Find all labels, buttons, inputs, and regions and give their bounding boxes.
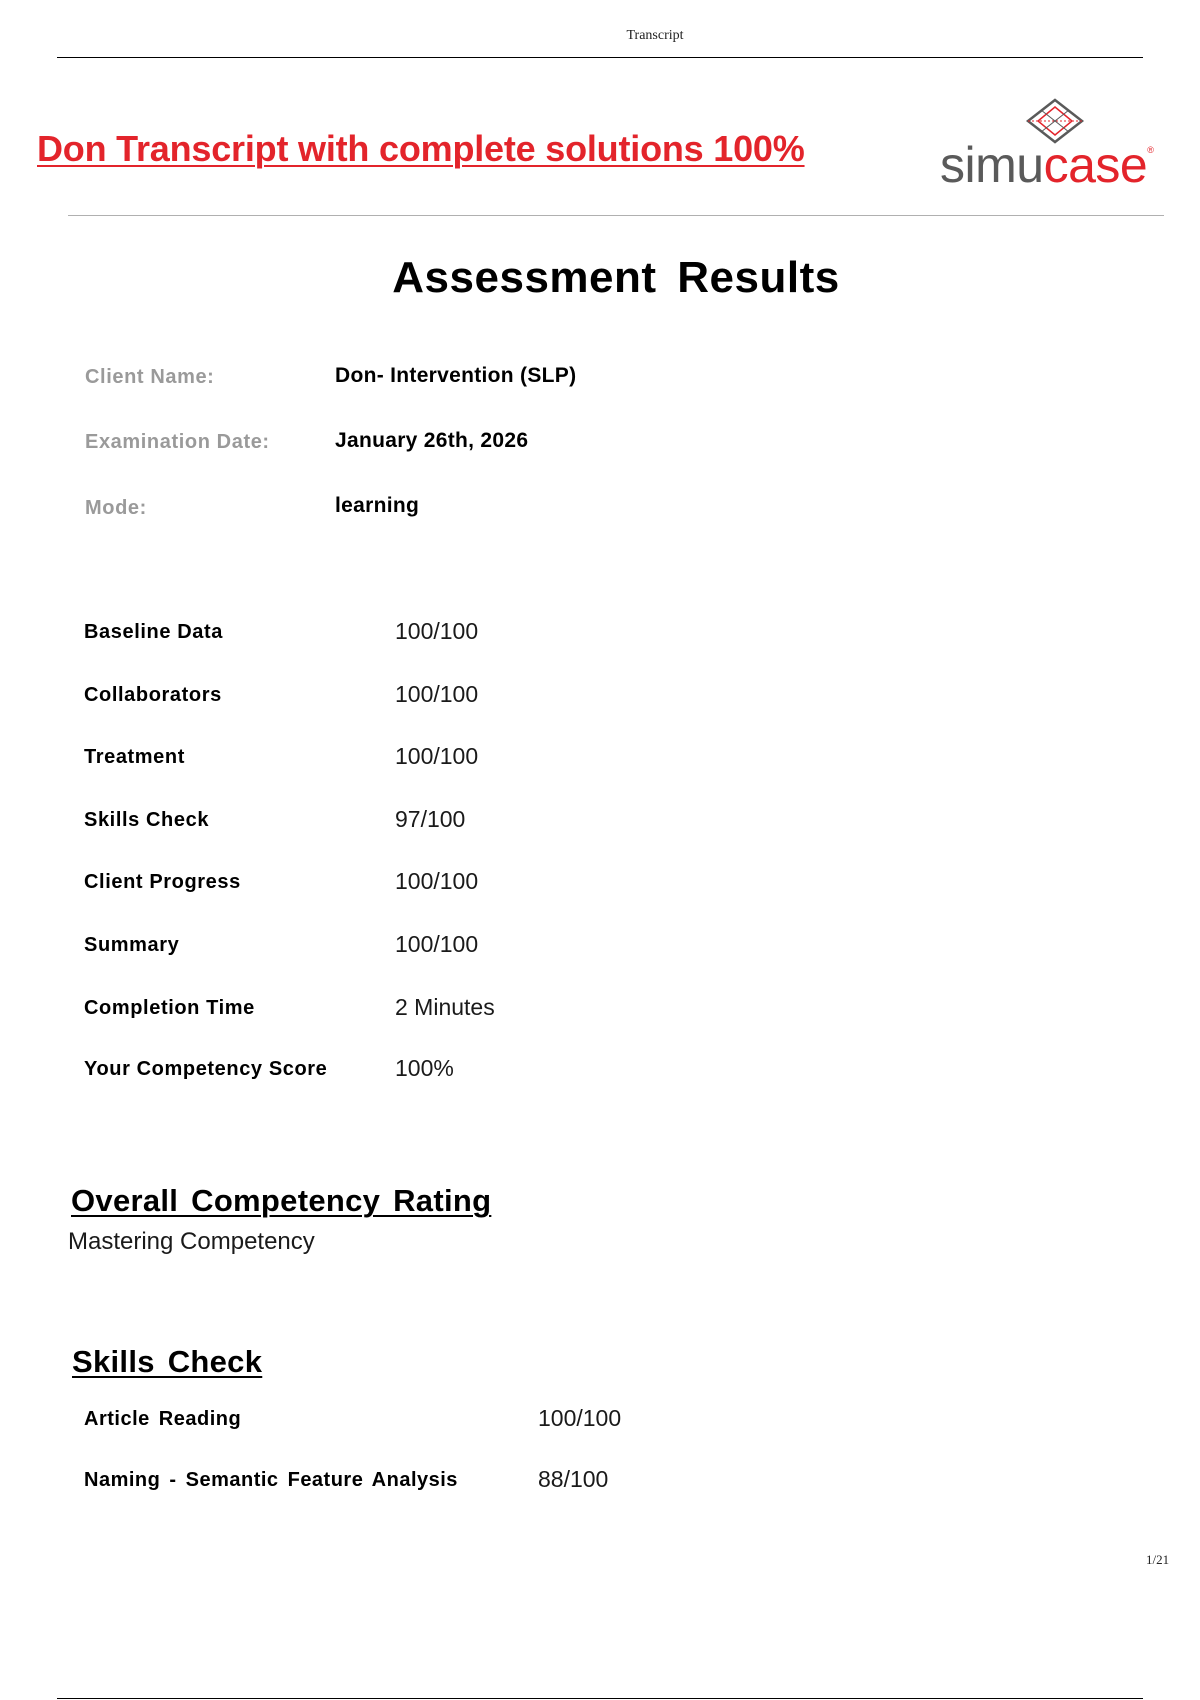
page-title: Assessment Results <box>392 253 840 302</box>
score-value: 100/100 <box>395 743 479 769</box>
skills-check-heading: Skills Check <box>72 1344 263 1379</box>
score-value: 2 Minutes <box>395 994 495 1020</box>
client-name-label: Client Name: <box>85 366 215 388</box>
score-label: Baseline Data <box>84 621 223 643</box>
score-value: 100% <box>395 1055 454 1081</box>
simucase-logo <box>940 98 1170 193</box>
logo-text-case: case <box>1043 137 1148 193</box>
score-label: Client Progress <box>84 871 241 893</box>
score-value: 100/100 <box>395 868 479 894</box>
score-label: Skills Check <box>84 809 210 831</box>
score-value: 97/100 <box>395 806 466 832</box>
skill-value: 100/100 <box>538 1405 622 1431</box>
score-value: 100/100 <box>395 618 479 644</box>
running-header-text: Transcript <box>626 28 684 43</box>
logo-wordmark <box>940 137 1154 193</box>
score-label: Treatment <box>84 746 185 768</box>
score-value: 100/100 <box>395 931 479 957</box>
score-label: Completion Time <box>84 997 255 1019</box>
running-header <box>105 28 1200 44</box>
score-value: 100/100 <box>395 681 479 707</box>
score-label: Collaborators <box>84 684 222 706</box>
header-divider <box>57 57 1143 58</box>
skill-label: Naming - Semantic Feature Analysis <box>84 1469 458 1491</box>
logo-text-simu: simu <box>940 137 1044 193</box>
score-label: Summary <box>84 934 180 956</box>
mode-label: Mode: <box>85 497 147 519</box>
promo-title: Don Transcript with complete solutions 100% <box>37 128 805 169</box>
mode-value: learning <box>335 494 420 517</box>
overall-rating-value: Mastering Competency <box>68 1228 315 1255</box>
examination-date-label: Examination Date: <box>85 431 270 453</box>
score-label: Your Competency Score <box>84 1058 328 1080</box>
client-name-value: Don- Intervention (SLP) <box>335 364 577 387</box>
skill-value: 88/100 <box>538 1466 609 1492</box>
footer-divider <box>57 1698 1143 1699</box>
overall-rating-heading: Overall Competency Rating <box>71 1183 492 1218</box>
page-number: 1/21 <box>1146 1552 1170 1567</box>
skill-label: Article Reading <box>84 1408 242 1430</box>
examination-date-value: January 26th, 2026 <box>335 429 529 452</box>
title-divider <box>68 215 1164 216</box>
logo-registered-mark: ® <box>1147 145 1154 155</box>
